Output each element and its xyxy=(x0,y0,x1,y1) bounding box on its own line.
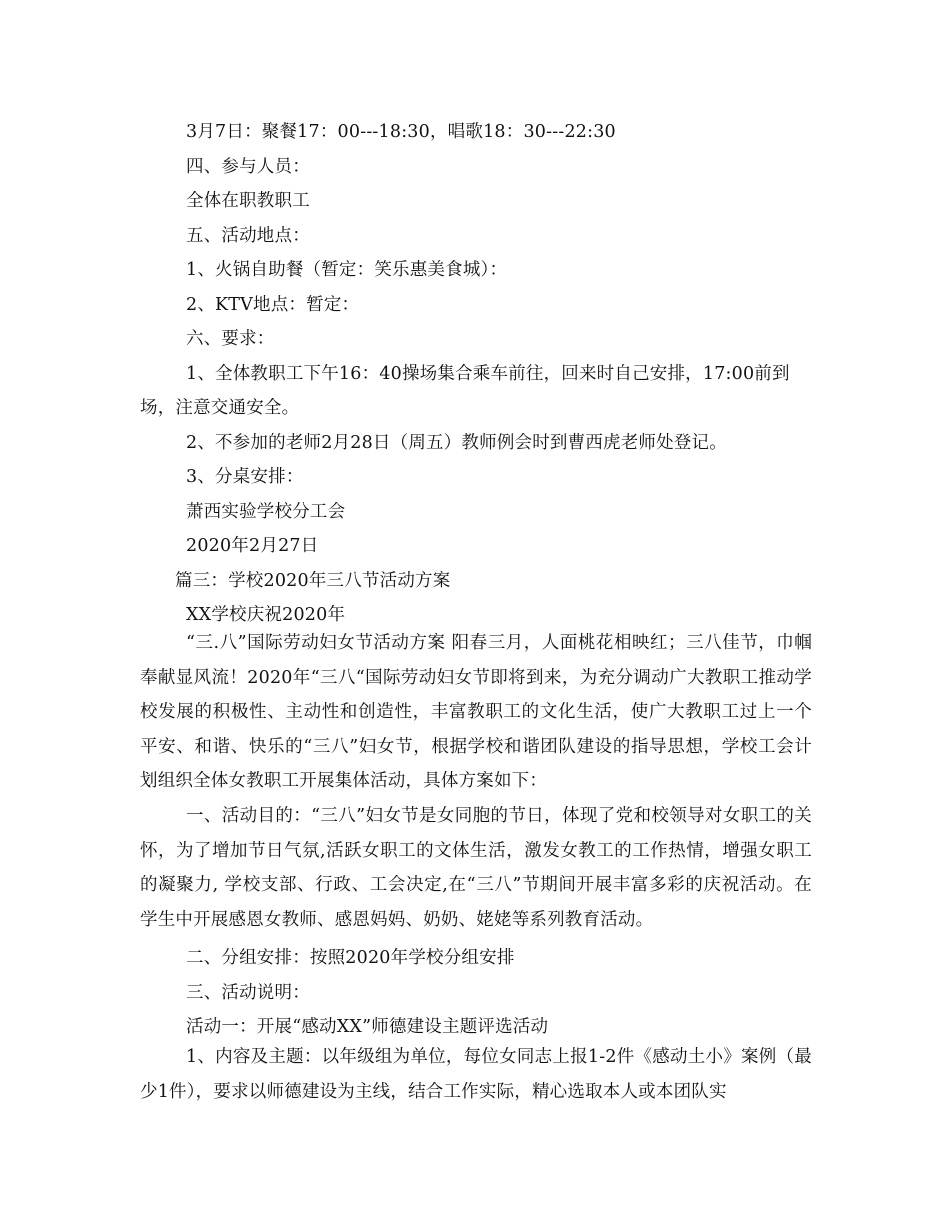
heading-participants: 四、参与人员： xyxy=(186,157,310,177)
text-line-hotpot: 1、火锅自助餐（暂定：笑乐惠美食城）： xyxy=(186,260,508,280)
text-line-ktv: 2、KTV地点：暂定： xyxy=(186,295,360,315)
signature-date: 2020年2月27日 xyxy=(186,536,319,556)
text-line-requirement-1-cont: 场，注意交通安全。 xyxy=(140,398,300,418)
text-line-table-arrangement: 3、分桌安排： xyxy=(186,467,304,487)
text-line-all-staff: 全体在职教职工 xyxy=(186,191,310,211)
paragraph-purpose: 一、活动目的：“三八”妇女节是女同胞的节日，体现了党和校领导对女职工的关怀，为了增加节日气氛,活跃女职工的文体生活，激发女教工的工作热情，增强女职工的凝聚力, 学校支部、行政、工会决定,在“三八”节期间开展丰富多彩的庆祝活动。在学生中开展感恩女教师、感恩妈妈、奶奶、姥姥等系列教育活动。 xyxy=(140,806,812,930)
text-line-requirement-2: 2、不参加的老师2月28日（周五）教师例会时到曹西虎老师处登记。 xyxy=(186,433,727,453)
subtitle-school-celebration: XX学校庆祝2020年 xyxy=(186,605,346,625)
text-line-activity-1: 活动一：开展“感动XX”师德建设主题评选活动 xyxy=(186,1017,549,1037)
text-line-schedule-mar7: 3月7日：聚餐17：00---18:30，唱歌18：30---22:30 xyxy=(186,122,616,142)
paragraph-content-theme: 1、内容及主题：以年级组为单位，每位女同志上报1-2件《感动土小》案例（最少1件），要求以师德建设为主线，结合工作实际，精心选取本人或本团队实 xyxy=(140,1047,812,1102)
text-line-requirement-1: 1、全体教职工下午16：40操场集合乘车前往，回来时自己安排，17:00前到 xyxy=(186,364,790,384)
section-title-part3: 篇三：学校2020年三八节活动方案 xyxy=(175,571,451,591)
paragraph-intro: “三.八”国际劳动妇女节活动方案 阳春三月，人面桃花相映红；三八佳节，巾帼奉献显风流！2020年“三八“国际劳动妇女节即将到来，为充分调动广大教职工推动学校发展的积极性、主动性和创造性，丰富教职工的文化生活，使广大教职工过上一个平安、和谐、快乐的“三八”妇女节，根据学校和谐团队建设的指导思想，学校工会计划组织全体女教职工开展集体活动，具体方案如下： xyxy=(140,633,812,792)
heading-activity-notes: 三、活动说明： xyxy=(186,983,310,1003)
signature-organization: 萧西实验学校分工会 xyxy=(186,502,346,522)
heading-requirements: 六、要求： xyxy=(186,329,275,349)
heading-venue: 五、活动地点： xyxy=(186,226,310,246)
text-line-grouping: 二、分组安排：按照2020年学校分组安排 xyxy=(186,948,515,968)
